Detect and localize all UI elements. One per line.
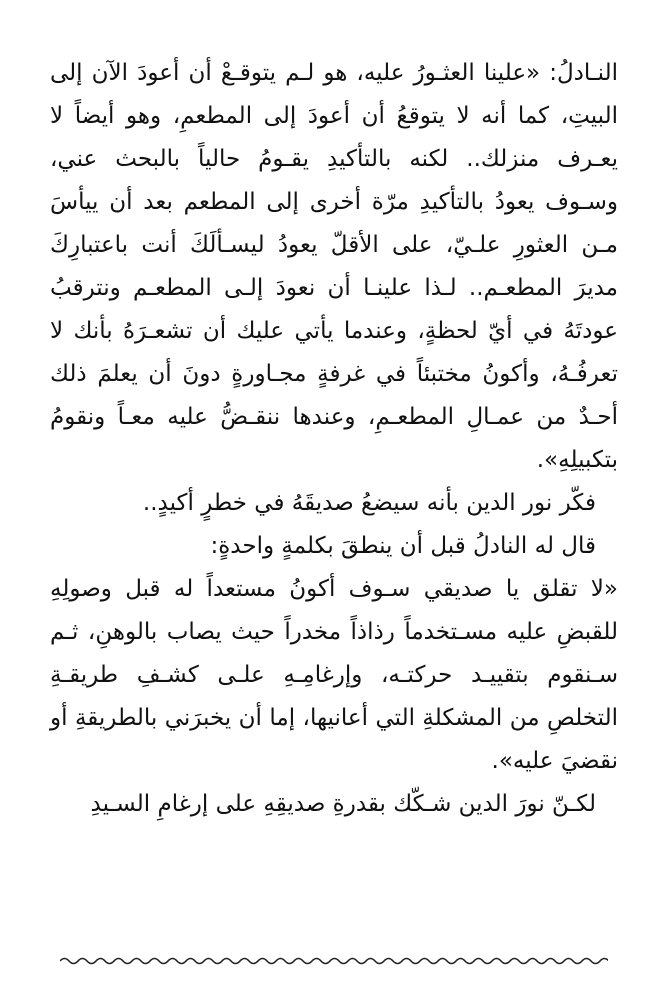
paragraph-nour-thought: فكّر نور الدين بأنه سيضعُ صديقَهُ في خطرٍ أكيدٍ.. bbox=[142, 490, 596, 516]
paragraph-waiter-plan: النـادلُ: «علينا العثـورُ عليه، هو لـم يتوقـعْ أن أعودَ الآن إلى البيتِ، كما أنه لا يتوقعُ أن أعودَ إلى المطعمِ، وهو أيضاً لا يعـرف منزلك.. لكنه بالتأكيدِ يقـومُ حالياً بالبحث عني، وسـوف يعودُ بالتأكيدِ مرّة أخرى إلى المطعم بعد أن ييأسَ مـن العثورِ علـيّ، على الأقلّ يعودُ ليسـألَكَ أنت باعتبارِكَ مديرَ المطعـم.. لـذا علينـا أن نعودَ إلـى المطعـم ونترقبُ عودتَهُ في أيّ لحظةٍ، وعندما يأتي عليك أن تشعـرَهُ بأنك لا تعرفُـهُ، وأكونُ مختبئاً في غرفةٍ مجـاورةٍ دونَ أن يعلمَ ذلك أحـدٌ من عمـالِ المطعـمِ، وعندها ننقـضُّ عليه معـاً ونقومُ بتكبيلِهِ». bbox=[50, 60, 618, 473]
paragraph-waiter-said: قال له النادلُ قبل أن ينطقَ بكلمةٍ واحدةٍ: bbox=[210, 533, 596, 559]
paragraph-nour-doubt: لكـنّ نورَ الدين شـكّك بقدرةِ صديقِهِ على إرغامِ السـيدِ bbox=[90, 791, 596, 817]
paragraph-waiter-reassurance: «لا تقلق يا صديقي سـوف أكونُ مستعداً له قبل وصولِهِ للقبضِ عليه مسـتخدماً رذاذاً مخدراً حيث يصاب بالوهنِ، ثـم سـنقوم بتقييـد حركتـه، وإرغامِـهِ علـى كشـفِ طريقـةِ التخلصِ من المشكلةِ التي أعانيها، إما أن يخبرَني بالطريقةِ أو نقضيَ عليه». bbox=[50, 576, 618, 774]
wavy-divider bbox=[60, 955, 608, 967]
page-text bbox=[50, 52, 618, 826]
